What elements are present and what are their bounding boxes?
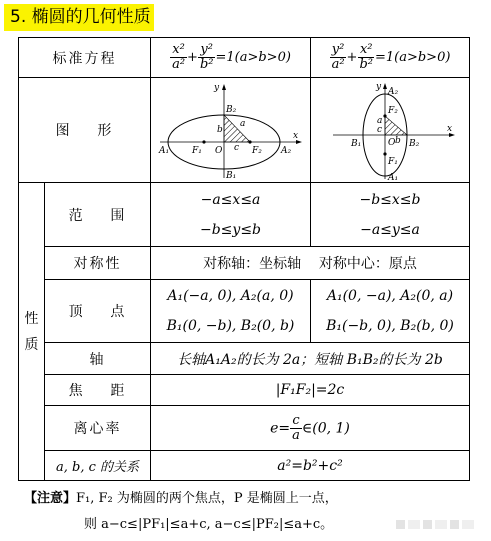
fig2-label-c: c: [377, 125, 383, 135]
label-range: 范 围: [45, 183, 151, 247]
range-h-line2: −b≤y≤b: [199, 221, 262, 238]
vertices-v-line1: A₁(0, −a), A₂(0, a): [326, 288, 454, 304]
fig2-label-origin: O: [388, 138, 396, 148]
fig2-label-f2: F₂: [388, 106, 398, 116]
fig1-label-b: b: [216, 125, 223, 135]
fig1-label-b1: B₁: [225, 171, 236, 180]
eq1-num2: y²: [200, 42, 213, 57]
fig1-label-c: c: [233, 143, 239, 153]
vertices-h-line2: B₁(0, −b), B₂(0, b): [166, 318, 295, 334]
eccentricity-pre: e=: [270, 420, 291, 436]
fig2-label-a2: A₂: [388, 87, 399, 97]
equation-vertical: $\frac{\text{y²}}{\text{a²}}$ + $\frac{\text{x²}}{\text{b²}}$ =1(a>b>0): [311, 38, 470, 78]
fig1-label-origin: O: [214, 146, 222, 156]
y-axis-arrow: [222, 84, 226, 90]
range-horizontal: [151, 183, 311, 247]
label-vertices: 顶 点: [45, 280, 151, 343]
vertices-h-line1: A₁(−a, 0), A₂(a, 0): [167, 288, 294, 304]
symmetry-value: 对称轴：坐标轴 对称中心：原点: [151, 247, 470, 280]
label-eccentricity: 离心率: [45, 406, 151, 451]
focus-f1-dot: [383, 152, 386, 155]
equation-horizontal: $\frac{\text{x²}}{\text{a²}}$ + $\frac{\text{y²}}{\text{b²}}$ =1(a>b>0): [151, 38, 311, 78]
eq2-num1: y²: [331, 42, 345, 57]
fig2-label-a1: A₁: [388, 173, 399, 180]
vertices-v-line2: B₁(−b, 0), B₂(b, 0): [326, 318, 454, 334]
group-label-properties: [19, 183, 45, 481]
eq2-rhs: =1(a>b>0): [374, 50, 451, 65]
hatched-triangle: [385, 116, 407, 135]
eq1-rhs: =1(a>b>0): [215, 50, 291, 65]
figure-horizontal-ellipse: [151, 78, 311, 183]
hatched-triangle: [224, 115, 250, 142]
range-vertical: [311, 183, 470, 247]
row-vertices: [19, 280, 470, 343]
eccentricity-den: a: [292, 427, 300, 443]
group-label-char-1: 性: [24, 310, 39, 327]
label-standard-equation: 标准方程: [19, 38, 151, 78]
label-focal-distance: 焦 距: [45, 375, 151, 406]
fig1-label-a2: A₂: [280, 146, 291, 156]
focus-f2-dot: [248, 140, 251, 143]
fig1-label-a: a: [239, 119, 245, 129]
section-title: 5. 椭圆的几何性质: [4, 4, 154, 31]
label-abc-relation: a, b, c 的关系: [45, 451, 151, 481]
focal-distance-value: |F₁F₂|=2c: [151, 375, 470, 406]
eccentricity-post: ∈(0, 1): [301, 420, 350, 436]
fig2-label-a: a: [377, 116, 383, 126]
note-line-1: [24, 486, 474, 512]
eq2-den2: b²: [359, 57, 373, 72]
ellipse-properties-table: [18, 37, 470, 481]
eccentricity-value: [151, 406, 470, 451]
fig1-label-y: y: [213, 83, 219, 93]
vertical-ellipse-diagram: [315, 80, 465, 180]
note-text-1: F₁, F₂ 为椭圆的两个焦点，P 是椭圆上一点，: [76, 491, 338, 506]
group-label-char-2: 质: [24, 336, 39, 353]
eq1-den2: b²: [199, 57, 214, 72]
fig2-label-b2: B₂: [409, 139, 420, 149]
focus-f2-dot: [383, 114, 386, 117]
abc-relation-value: a²=b²+c²: [151, 451, 470, 481]
eq1-num1: x²: [172, 42, 185, 57]
axis-value: 长轴A₁A₂的长为 2a；短轴 B₁B₂的长为 2b: [151, 343, 470, 375]
row-axis: [19, 343, 470, 375]
note-bracket: 【注意】: [24, 491, 77, 506]
watermark-blur: [396, 512, 476, 536]
row-standard-equation: [19, 38, 470, 78]
range-v-line2: −a≤y≤a: [360, 221, 420, 238]
fig1-label-b2: B₂: [225, 105, 236, 115]
label-axis: 轴: [45, 343, 151, 375]
row-symmetry: [19, 247, 470, 280]
eq2-num2: x²: [359, 42, 373, 57]
eq2-den1: a²: [331, 57, 345, 72]
vertices-vertical: [311, 280, 470, 343]
fig1-label-a1: A₁: [158, 146, 169, 156]
y-axis-arrow: [383, 83, 387, 89]
range-v-line1: −b≤x≤b: [359, 191, 421, 208]
fig1-label-f1: F₁: [191, 146, 202, 156]
fig2-label-x: x: [447, 124, 453, 134]
horizontal-ellipse-diagram: [156, 80, 306, 180]
row-focal-distance: [19, 375, 470, 406]
fig2-label-b: b: [395, 136, 401, 146]
focus-f1-dot: [202, 140, 205, 143]
eccentricity-num: c: [292, 412, 300, 428]
label-figure: 图 形: [19, 78, 151, 183]
row-figure: [19, 78, 470, 183]
fig2-label-b1: B₁: [351, 139, 362, 149]
fig2-label-f1: F₁: [388, 157, 398, 167]
fig2-label-y: y: [376, 82, 382, 92]
note-line-2: 则 a−c≤|PF₁|≤a+c, a−c≤|PF₂|≤a+c。: [84, 517, 334, 532]
fig1-label-f2: F₂: [251, 146, 262, 156]
vertices-horizontal: [151, 280, 311, 343]
range-h-line1: −a≤x≤a: [200, 191, 261, 208]
fig1-label-x: x: [292, 131, 298, 141]
eq1-den1: a²: [172, 57, 186, 72]
label-symmetry: 对称性: [45, 247, 151, 280]
row-eccentricity: [19, 406, 470, 451]
row-abc-relation: [19, 451, 470, 481]
figure-vertical-ellipse: [311, 78, 470, 183]
row-range: [19, 183, 470, 247]
